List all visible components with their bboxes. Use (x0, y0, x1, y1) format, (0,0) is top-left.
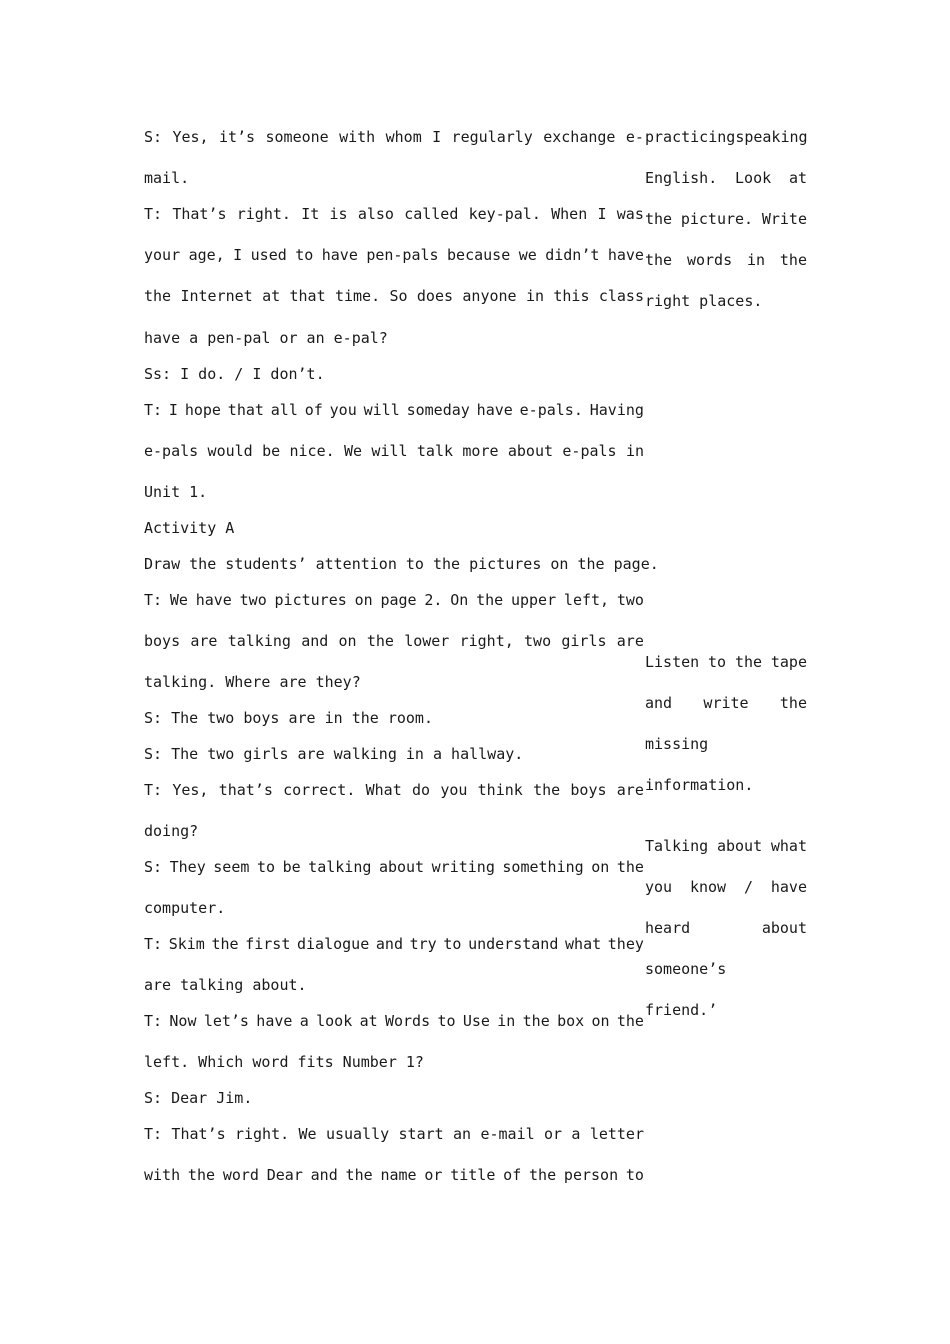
word: about (761, 919, 807, 937)
word: name (380, 1166, 417, 1184)
word: the (211, 935, 239, 953)
word: We (298, 1125, 317, 1143)
word: is (329, 205, 348, 223)
dialogue-line (144, 1125, 644, 1143)
word: right, (459, 632, 514, 650)
word: anyone (462, 287, 517, 305)
dialogue-line (144, 858, 644, 876)
dialogue-line (144, 591, 644, 609)
word: Yes, (172, 781, 209, 799)
word: on (354, 591, 373, 609)
word: writing (431, 858, 495, 876)
word: they (607, 935, 644, 953)
word: Write (761, 210, 807, 228)
word: and (645, 694, 673, 712)
word: T: (144, 1012, 163, 1030)
word: talking (308, 858, 372, 876)
word: it’s (218, 128, 256, 146)
word: 2. (424, 591, 443, 609)
word: I (233, 246, 243, 264)
word: a (299, 1012, 309, 1030)
word: exchange (543, 128, 616, 146)
word: correct. (283, 781, 356, 799)
dialogue-line (144, 781, 644, 799)
word: about (716, 837, 763, 855)
word: and (375, 935, 403, 953)
word: person (563, 1166, 619, 1184)
word: on (591, 858, 610, 876)
word: have (607, 246, 644, 264)
word: of (503, 1166, 522, 1184)
word: e- (625, 128, 644, 146)
word: boys (144, 632, 181, 650)
word: an (453, 1125, 472, 1143)
word: We (344, 442, 363, 460)
word: what (565, 935, 602, 953)
word: on (338, 632, 357, 650)
word: I (432, 128, 442, 146)
word: title (450, 1166, 496, 1184)
word: nice. (289, 442, 335, 460)
word: letter (589, 1125, 644, 1143)
dialogue-line: doing? (144, 822, 199, 840)
word: with (144, 1166, 181, 1184)
dialogue-line (144, 128, 644, 146)
word: Talking (645, 837, 709, 855)
word: It (301, 205, 320, 223)
word: boys (570, 781, 607, 799)
note-line: right places. (645, 292, 763, 310)
word: two (239, 591, 267, 609)
word: / (743, 878, 753, 896)
word: e-pals. (519, 401, 583, 419)
word: something (502, 858, 584, 876)
word: didn’t (545, 246, 600, 264)
word: On (450, 591, 469, 609)
dialogue-line: Activity A (144, 519, 235, 537)
word: was (616, 205, 644, 223)
word: speaking (735, 128, 808, 146)
word: will (371, 442, 408, 460)
word: about (378, 858, 425, 876)
note-line: information. (645, 776, 754, 794)
word: practicing (645, 128, 736, 146)
word: understand (468, 935, 559, 953)
word: the (366, 632, 394, 650)
word: someone (265, 128, 329, 146)
dialogue-line (144, 632, 644, 650)
word: usually (325, 1125, 390, 1143)
word: We (169, 591, 188, 609)
word: page (380, 591, 417, 609)
word: So (389, 287, 408, 305)
word: because (447, 246, 511, 264)
word: whom (385, 128, 422, 146)
word: in (746, 251, 766, 269)
word: the (529, 1166, 557, 1184)
word: I (168, 401, 178, 419)
word: we (518, 246, 537, 264)
word: When (551, 205, 588, 223)
dialogue-line: S: Dear Jim. (144, 1089, 253, 1107)
note-line (645, 653, 807, 671)
word: the (734, 653, 763, 671)
dialogue-line (144, 442, 644, 460)
word: e-pals (144, 442, 199, 460)
word: the (616, 1012, 644, 1030)
note-line (645, 128, 807, 146)
word: the (187, 1166, 216, 1184)
note-line (645, 210, 807, 228)
dialogue-line: Ss: I do. / I don’t. (144, 365, 325, 383)
note-line (645, 919, 807, 937)
word: and (310, 1166, 338, 1184)
word: e-pals (562, 442, 617, 460)
word: dialogue (297, 935, 370, 953)
word: try (409, 935, 437, 953)
word: the (645, 210, 673, 228)
dialogue-line: computer. (144, 899, 226, 917)
word: upper (510, 591, 557, 609)
word: this (553, 287, 590, 305)
word: pictures (274, 591, 347, 609)
note-line (645, 694, 807, 712)
word: at (788, 169, 807, 187)
word: box (557, 1012, 585, 1030)
word: T: (144, 935, 163, 953)
word: T: (144, 1125, 163, 1143)
word: have (476, 401, 513, 419)
word: more (462, 442, 499, 460)
dialogue-line: Draw the students’ attention to the pictures on the page. (144, 555, 659, 573)
note-line: someone’s (645, 960, 727, 978)
word: That’s (171, 1125, 226, 1143)
word: are (190, 632, 218, 650)
word: in (525, 287, 544, 305)
word: will (363, 401, 400, 419)
dialogue-line: S: The two boys are in the room. (144, 709, 433, 727)
word: Words (384, 1012, 431, 1030)
word: the (779, 251, 807, 269)
word: Internet (180, 287, 253, 305)
word: right. (236, 205, 291, 223)
word: does (416, 287, 454, 305)
word: that (289, 287, 326, 305)
word: Dear (266, 1166, 303, 1184)
word: let’s (203, 1012, 249, 1030)
word: of (304, 401, 323, 419)
word: with (339, 128, 376, 146)
word: S: (144, 858, 163, 876)
word: about (507, 442, 554, 460)
dialogue-line: are talking about. (144, 976, 307, 994)
word: to (437, 1012, 456, 1030)
word: pen-pals (366, 246, 439, 264)
note-line: missing (645, 735, 709, 753)
word: the (522, 1012, 550, 1030)
word: heard (645, 919, 691, 937)
word: class (598, 287, 644, 305)
word: Listen (645, 653, 700, 671)
word: in (497, 1012, 516, 1030)
word: e-mail (480, 1125, 535, 1143)
word: Use (462, 1012, 490, 1030)
word: what (770, 837, 807, 855)
word: think (477, 781, 523, 799)
word: first (245, 935, 291, 953)
word: I (597, 205, 607, 223)
word: do (412, 781, 431, 799)
word: on (591, 1012, 610, 1030)
dialogue-line (144, 1166, 644, 1184)
dialogue-line: talking. Where are they? (144, 673, 361, 691)
word: left, (563, 591, 610, 609)
dialogue-line: mail. (144, 169, 190, 187)
dialogue-line (144, 935, 644, 953)
dialogue-line (144, 246, 644, 264)
word: talk (416, 442, 454, 460)
word: write (703, 694, 749, 712)
dialogue-line: left. Which word fits Number 1? (144, 1053, 424, 1071)
word: the (476, 591, 504, 609)
note-line (645, 837, 807, 855)
dialogue-line (144, 205, 644, 223)
word: your (144, 246, 181, 264)
word: all (270, 401, 298, 419)
word: word (222, 1166, 259, 1184)
word: time. (334, 287, 381, 305)
note-line (645, 251, 807, 269)
note-line (645, 169, 807, 187)
word: or (544, 1125, 563, 1143)
word: you (440, 781, 468, 799)
word: used (250, 246, 287, 264)
word: look (316, 1012, 353, 1030)
word: are (616, 632, 644, 650)
word: T: (144, 591, 163, 609)
word: also (357, 205, 394, 223)
word: called (404, 205, 459, 223)
word: T: (144, 205, 163, 223)
word: you (329, 401, 357, 419)
dialogue-line: S: The two girls are walking in a hallway. (144, 745, 524, 763)
word: seem (213, 858, 250, 876)
word: at (262, 287, 281, 305)
word: the (533, 781, 561, 799)
word: in (625, 442, 644, 460)
word: Yes, (172, 128, 209, 146)
word: hope (184, 401, 221, 419)
note-line (645, 878, 807, 896)
word: the (144, 287, 172, 305)
word: that (227, 401, 264, 419)
word: T: (144, 781, 163, 799)
word: to (625, 1166, 644, 1184)
word: have (321, 246, 358, 264)
word: talking (227, 632, 291, 650)
word: have (770, 878, 807, 896)
word: the (345, 1166, 373, 1184)
word: a (571, 1125, 581, 1143)
word: would (207, 442, 253, 460)
word: and (301, 632, 329, 650)
word: to (256, 858, 276, 876)
word: That’s (172, 205, 227, 223)
word: girls (561, 632, 607, 650)
word: key-pal. (468, 205, 541, 223)
word: tape (770, 653, 807, 671)
note-line: friend.’ (645, 1001, 718, 1019)
word: you (645, 878, 673, 896)
word: two (616, 591, 644, 609)
word: have (256, 1012, 293, 1030)
word: to (443, 935, 462, 953)
word: the (616, 858, 644, 876)
word: the (779, 694, 807, 712)
dialogue-line (144, 401, 644, 419)
word: Now (169, 1012, 197, 1030)
word: have (195, 591, 232, 609)
word: are (616, 781, 644, 799)
word: be (282, 858, 301, 876)
word: the (645, 251, 673, 269)
word: words (686, 251, 733, 269)
word: picture. (680, 210, 754, 228)
word: S: (144, 128, 163, 146)
dialogue-line (144, 287, 644, 305)
word: English. (645, 169, 718, 187)
word: two (524, 632, 552, 650)
word: to (708, 653, 727, 671)
dialogue-line: have a pen-pal or an e-pal? (144, 329, 388, 347)
word: T: (144, 401, 163, 419)
word: or (424, 1166, 443, 1184)
dialogue-line: Unit 1. (144, 483, 208, 501)
word: age, (188, 246, 225, 264)
word: Skim (168, 935, 205, 953)
word: What (365, 781, 402, 799)
word: Look (735, 169, 772, 187)
word: that’s (218, 781, 273, 799)
word: right. (234, 1125, 290, 1143)
word: start (398, 1125, 444, 1143)
word: at (359, 1012, 378, 1030)
word: Having (589, 401, 644, 419)
word: someday (406, 401, 470, 419)
word: to (295, 246, 314, 264)
word: regularly (451, 128, 533, 146)
word: They (169, 858, 206, 876)
word: know (689, 878, 727, 896)
word: be (262, 442, 281, 460)
dialogue-line (144, 1012, 644, 1030)
word: lower (404, 632, 450, 650)
